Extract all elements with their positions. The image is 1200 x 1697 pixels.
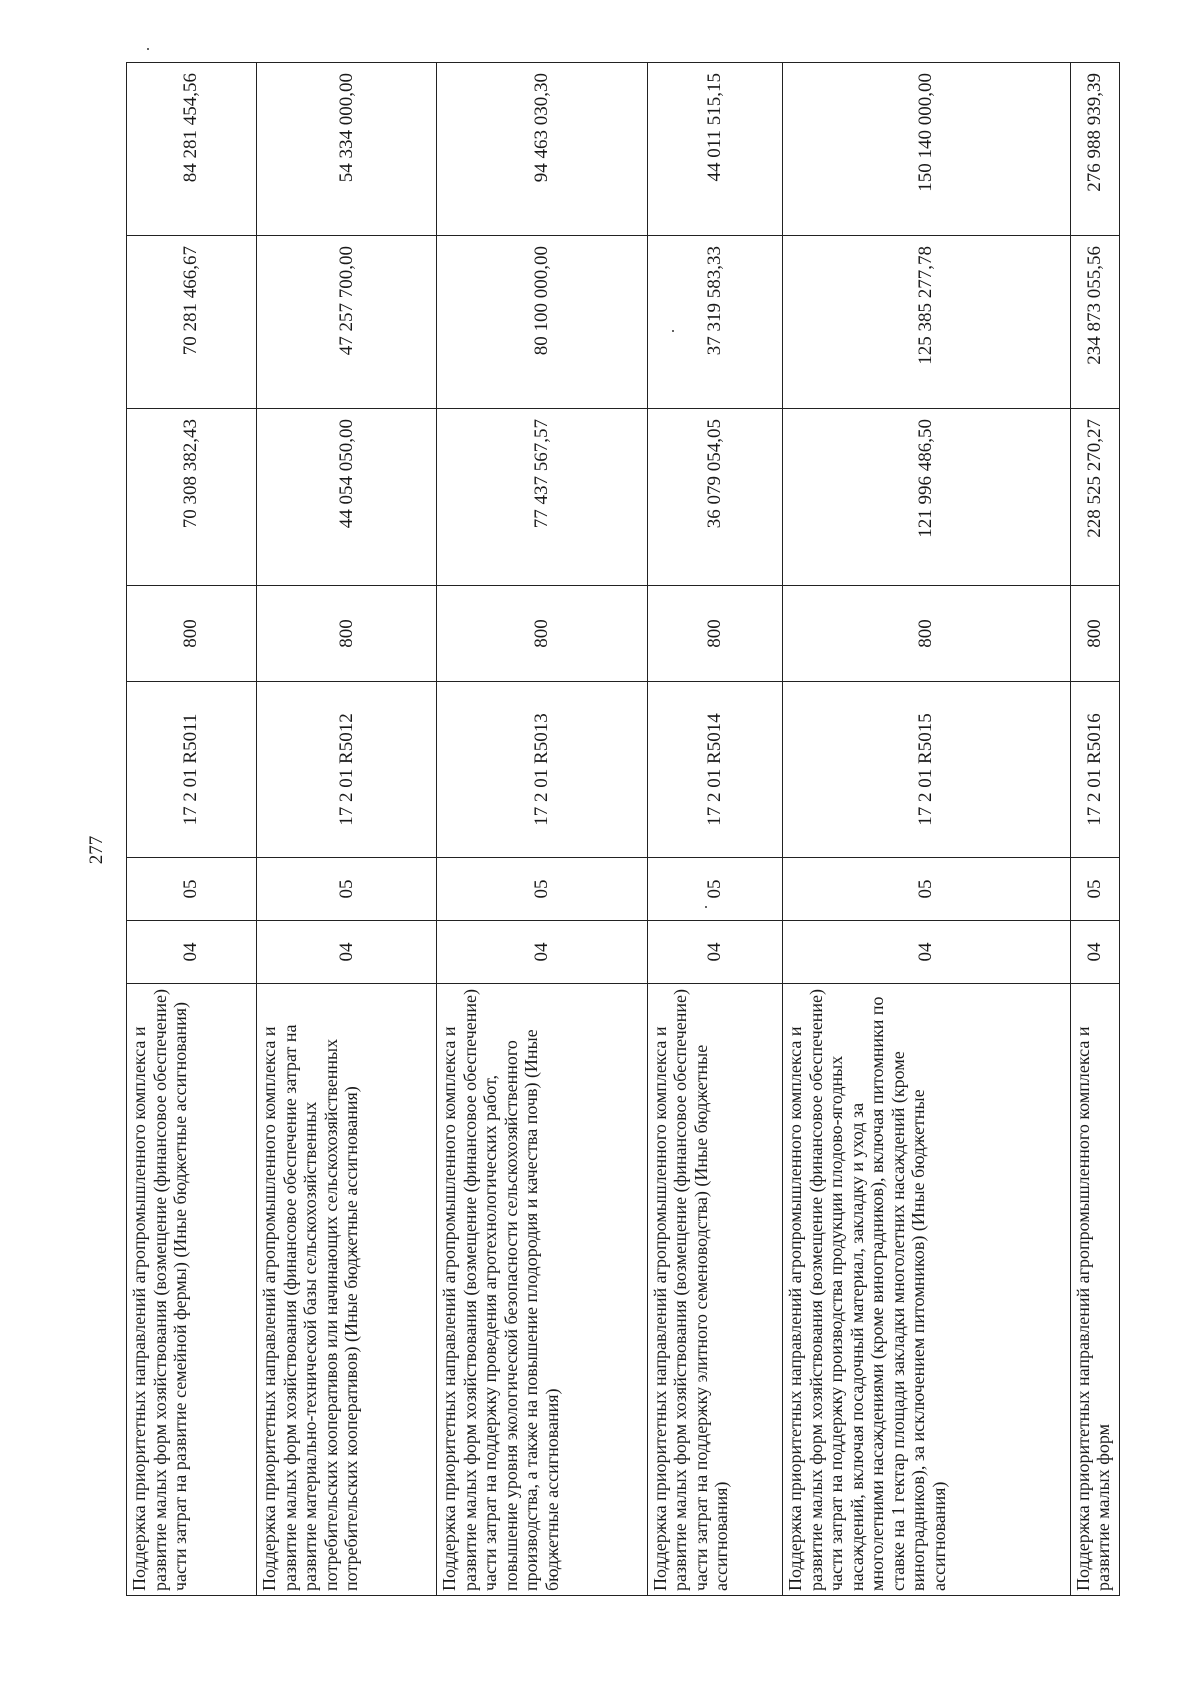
row-code-subsection: 05 [647,858,783,921]
row-sum-2: 80 100 000,00 [437,236,647,409]
row-target-code: 17 2 01 R5014 [647,682,783,858]
row-sum-3: 150 140 000,00 [783,63,1070,236]
row-sum-1: 70 308 382,43 [127,409,257,586]
row-sum-3: 54 334 000,00 [257,63,437,236]
row-code-section: 04 [1070,921,1119,984]
row-expense-type: 800 [1070,586,1119,682]
table-row [783,63,1070,1596]
row-code-section: 04 [783,921,1070,984]
table-row [127,63,257,1596]
row-target-code: 17 2 01 R5012 [257,682,437,858]
row-sum-3: 44 011 515,15 [647,63,783,236]
row-sum-1: 228 525 270,27 [1070,409,1119,586]
row-name: Поддержка приоритетных направлений агропромышленного комплекса и развитие малых форм хозяйствования (возмещение (финансовое обеспечение) части затрат на поддержку проведения агротехнологических работ, повышение уровня экологической безопасности сельскохозяйственного производства, а также на повышение плодородия и качества почв) (Иные бюджетные ассигнования) [437,984,647,1596]
row-expense-type: 800 [437,586,647,682]
row-code-section: 04 [437,921,647,984]
row-sum-2: 37 319 583,33 [647,236,783,409]
rotated-table [126,63,1120,1596]
row-name: Поддержка приоритетных направлений агропромышленного комплекса и развитие малых форм [1070,984,1119,1596]
row-name: Поддержка приоритетных направлений агропромышленного комплекса и развитие малых форм хозяйствования (возмещение (финансовое обеспечение) части затрат на развитие семейной фермы) (Иные бюджетные ассигнования) [127,984,257,1596]
row-sum-2: 234 873 055,56 [1070,236,1119,409]
row-code-subsection: 05 [1070,858,1119,921]
row-sum-1: 36 079 054,05 [647,409,783,586]
row-sum-3: 94 463 030,30 [437,63,647,236]
row-code-section: 04 [257,921,437,984]
row-sum-2: 47 257 700,00 [257,236,437,409]
row-expense-type: 800 [647,586,783,682]
table-row [257,63,437,1596]
row-code-subsection: 05 [257,858,437,921]
row-target-code: 17 2 01 R5011 [127,682,257,858]
row-expense-type: 800 [257,586,437,682]
table-row [1070,63,1119,1596]
row-code-subsection: 05 [783,858,1070,921]
row-sum-1: 121 996 486,50 [783,409,1070,586]
row-code-section: 04 [127,921,257,984]
row-target-code: 17 2 01 R5016 [1070,682,1119,858]
row-sum-2: 125 385 277,78 [783,236,1070,409]
row-code-section: 04 [647,921,783,984]
budget-table [126,62,1120,1596]
row-sum-3: 276 988 939,39 [1070,63,1119,236]
table-row [647,63,783,1596]
row-code-subsection: 05 [437,858,647,921]
row-target-code: 17 2 01 R5013 [437,682,647,858]
row-expense-type: 800 [127,586,257,682]
row-name: Поддержка приоритетных направлений агропромышленного комплекса и развитие малых форм хозяйствования (возмещение (финансовое обеспечение) части затрат на поддержку производства продукции плодово-ягодных насаждений, включая посадочный материал, закладку и уход за многолетними насаждениями (кроме виноградников), включая питомники по ставке на 1 гектар площади закладки многолетних насаждений (кроме виноградников), за исключением питомников) (Иные бюджетные ассигнования) [783,984,1070,1596]
budget-table-container [126,63,1120,1596]
row-sum-3: 84 281 454,56 [127,63,257,236]
row-sum-1: 77 437 567,57 [437,409,647,586]
row-sum-2: 70 281 466,67 [127,236,257,409]
page-number: 277 [86,835,107,865]
scan-speck [147,48,149,50]
table-row [437,63,647,1596]
row-sum-1: 44 054 050,00 [257,409,437,586]
row-code-subsection: 05 [127,858,257,921]
row-name: Поддержка приоритетных направлений агропромышленного комплекса и развитие малых форм хозяйствования (возмещение (финансовое обеспечение) части затрат на поддержку элитного семеноводства) (Иные бюджетные ассигнования) [647,984,783,1596]
row-name: Поддержка приоритетных направлений агропромышленного комплекса и развитие малых форм хозяйствования (финансовое обеспечение затрат на развитие материально-технической базы сельскохозяйственных потребительских кооперативов или начинающих сельскохозяйственных потребительских кооперативов) (Иные бюджетные ассигнования) [257,984,437,1596]
row-expense-type: 800 [783,586,1070,682]
row-target-code: 17 2 01 R5015 [783,682,1070,858]
